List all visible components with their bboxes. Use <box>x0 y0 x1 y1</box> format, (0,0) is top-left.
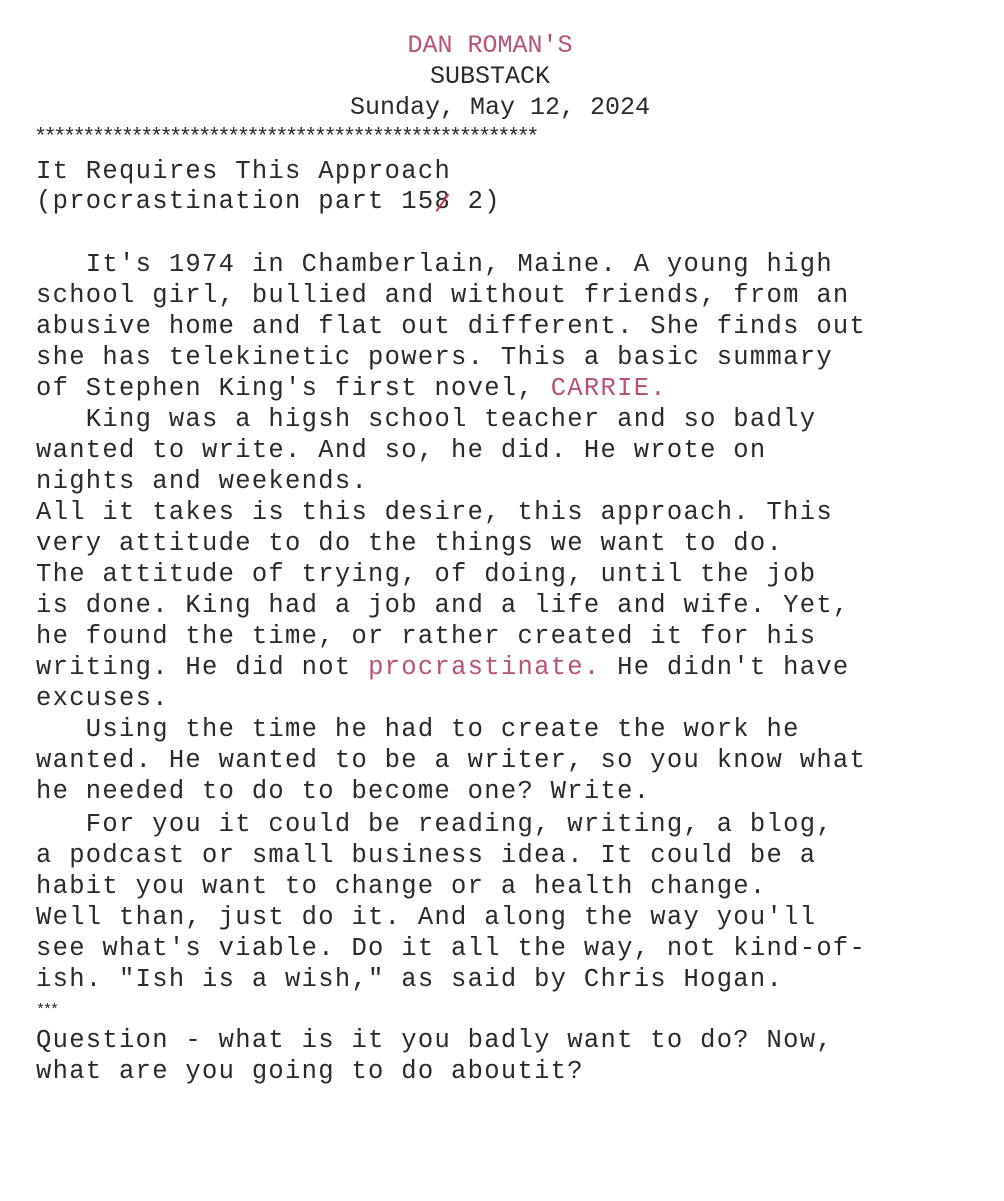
body-line: All it takes is this desire, this approach. This <box>36 498 833 527</box>
closing-question: what are you going to do aboutit? <box>36 1057 584 1086</box>
post-date: Sunday, May 12, 2024 <box>349 93 651 122</box>
carrie-highlight: CARRIE. <box>550 374 667 403</box>
body-line: she has telekinetic powers. This a basic summary <box>36 343 833 372</box>
body-line: is done. King had a job and a life and wife. Yet, <box>36 591 850 620</box>
body-line: For you it could be reading, writing, a blog, <box>36 810 833 839</box>
body-line: he needed to do to become one? Write. <box>36 777 651 806</box>
body-line: wanted to write. And so, he did. He wrote on <box>36 436 767 465</box>
body-line: see what's viable. Do it all the way, not kind-of- <box>36 934 867 963</box>
body-line: It's 1974 in Chamberlain, Maine. A young high <box>36 250 833 279</box>
body-text: writing. He did not <box>36 653 369 682</box>
struck-digit: 8 <box>434 187 452 216</box>
body-line: King was a higsh school teacher and so badly <box>36 405 817 434</box>
body-line: habit you want to change or a health change. <box>36 872 767 901</box>
body-line: Well than, just do it. And along the way you'll <box>36 903 817 932</box>
author-name: DAN ROMAN'S <box>407 31 573 60</box>
asterisk-divider: **************************************************** <box>34 126 536 150</box>
post-subtitle <box>36 187 501 217</box>
body-line: a podcast or small business idea. It could be a <box>36 841 817 870</box>
body-line: abusive home and flat out different. She finds out <box>36 312 867 341</box>
closing-question: Question - what is it you badly want to do? Now, <box>36 1026 833 1055</box>
subtitle-suffix: 2) <box>451 187 501 216</box>
body-line <box>36 653 850 683</box>
body-text: of Stephen King's first novel, <box>36 374 551 403</box>
body-line: The attitude of trying, of doing, until the job <box>36 560 817 589</box>
body-line: Using the time he had to create the work he <box>36 715 800 744</box>
section-break: *** <box>36 1002 58 1019</box>
body-line: nights and weekends. <box>36 467 369 496</box>
body-line: he found the time, or rather created it for his <box>36 622 817 651</box>
post-title: It Requires This Approach <box>36 157 452 186</box>
body-line: school girl, bullied and without friends, from an <box>36 281 850 310</box>
body-line: very attitude to do the things we want to do. <box>36 529 784 558</box>
body-line: wanted. He wanted to be a writer, so you know what <box>36 746 867 775</box>
subtitle-prefix: (procrastination part 15 <box>36 187 435 216</box>
procrastinate-highlight: procrastinate. <box>368 653 601 682</box>
body-text: He didn't have <box>600 653 850 682</box>
publication-name: SUBSTACK <box>429 62 551 91</box>
body-line: ish. "Ish is a wish," as said by Chris Hogan. <box>36 965 784 994</box>
body-line <box>36 374 667 404</box>
body-line: excuses. <box>36 684 169 713</box>
